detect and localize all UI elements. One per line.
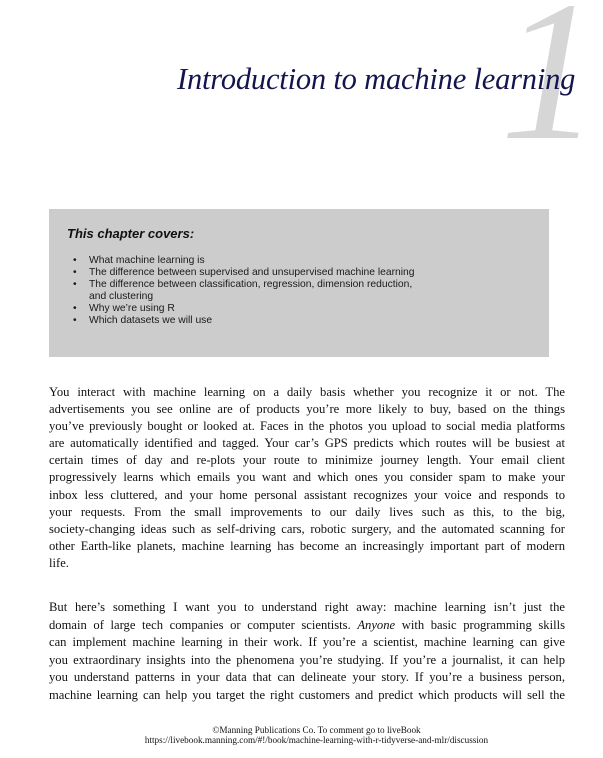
paragraph-2 [49,599,565,704]
text-line: advertisements you see online are of products you’re more likely to buy, based on the things [49,402,565,417]
text-line: other Earth-like planets, machine learning has become an increasingly important part of modern [49,538,565,553]
list-item: • The difference between classification, regression, dimension reduction, and clustering [71,279,419,303]
paragraph-1 [49,384,565,572]
chapter-number: 1 [500,0,600,182]
text-line: life. [49,555,69,570]
text-line: you understand patterns in your data that can delineate your story. If you’re a business person, [49,670,565,684]
text-line: certain times of day and re-plots your route to minimize journey length. Your email client [49,453,565,468]
text-line: society-changing ideas such as self-driving cars, robotic surgery, and the automated scanning for [49,521,565,536]
text-line: machine learning can help you target the right customers and predict which products will sell the [49,687,565,702]
chapter-covers-box [49,209,549,357]
text-line [49,617,565,635]
text-line: you extraordinary insights into the phenomena you’re studying. If you’re a journalist, it can help [49,652,565,667]
text-line: inbox less cluttered, and your home personal assistant recognizes your voice and responds to [49,487,565,502]
text-line: can implement machine learning in their work. If you’re a scientist, machine learning can give [49,635,565,649]
emphasis-anyone: Anyone [357,617,396,632]
text-line: But here’s something I want you to understand right away: machine learning isn’t just the [49,600,565,614]
page-footer [0,726,603,745]
covers-heading: This chapter covers: [67,226,195,241]
text-line: are automatically identified and tagged. Your car’s GPS predicts which routes will be busiest at [49,436,565,451]
text-line: you’ve previously bought or looked at. Faces in the photos you upload to social media platforms [49,419,565,434]
footer-url[interactable]: https://livebook.manning.com/#!/book/machine-learning-with-r-tidyverse-and-mlr/discussion [144,734,489,745]
list-item: • Why we’re using R [71,303,471,315]
footer-copyright: ©Manning Publications Co. To comment go to liveBook [212,725,421,735]
text-segment: domain of large tech companies or computer scientists. [49,617,358,632]
list-item: • The difference between supervised and unsupervised machine learning [71,267,471,279]
text-line: your requests. From the small improvements to our daily lives such as this, to the big, [49,504,565,519]
list-item: • Which datasets we will use [71,315,471,327]
text-segment: with basic programming skills [395,617,565,632]
text-line: You interact with machine learning on a daily basis whether you recognize it or not. The [49,385,565,399]
text-line: progressively learns which emails you want and which ones you consider spam to make your [49,470,565,485]
list-item: • What machine learning is [71,255,471,267]
chapter-title: Introduction to machine learning [177,62,576,96]
covers-list [71,255,471,327]
